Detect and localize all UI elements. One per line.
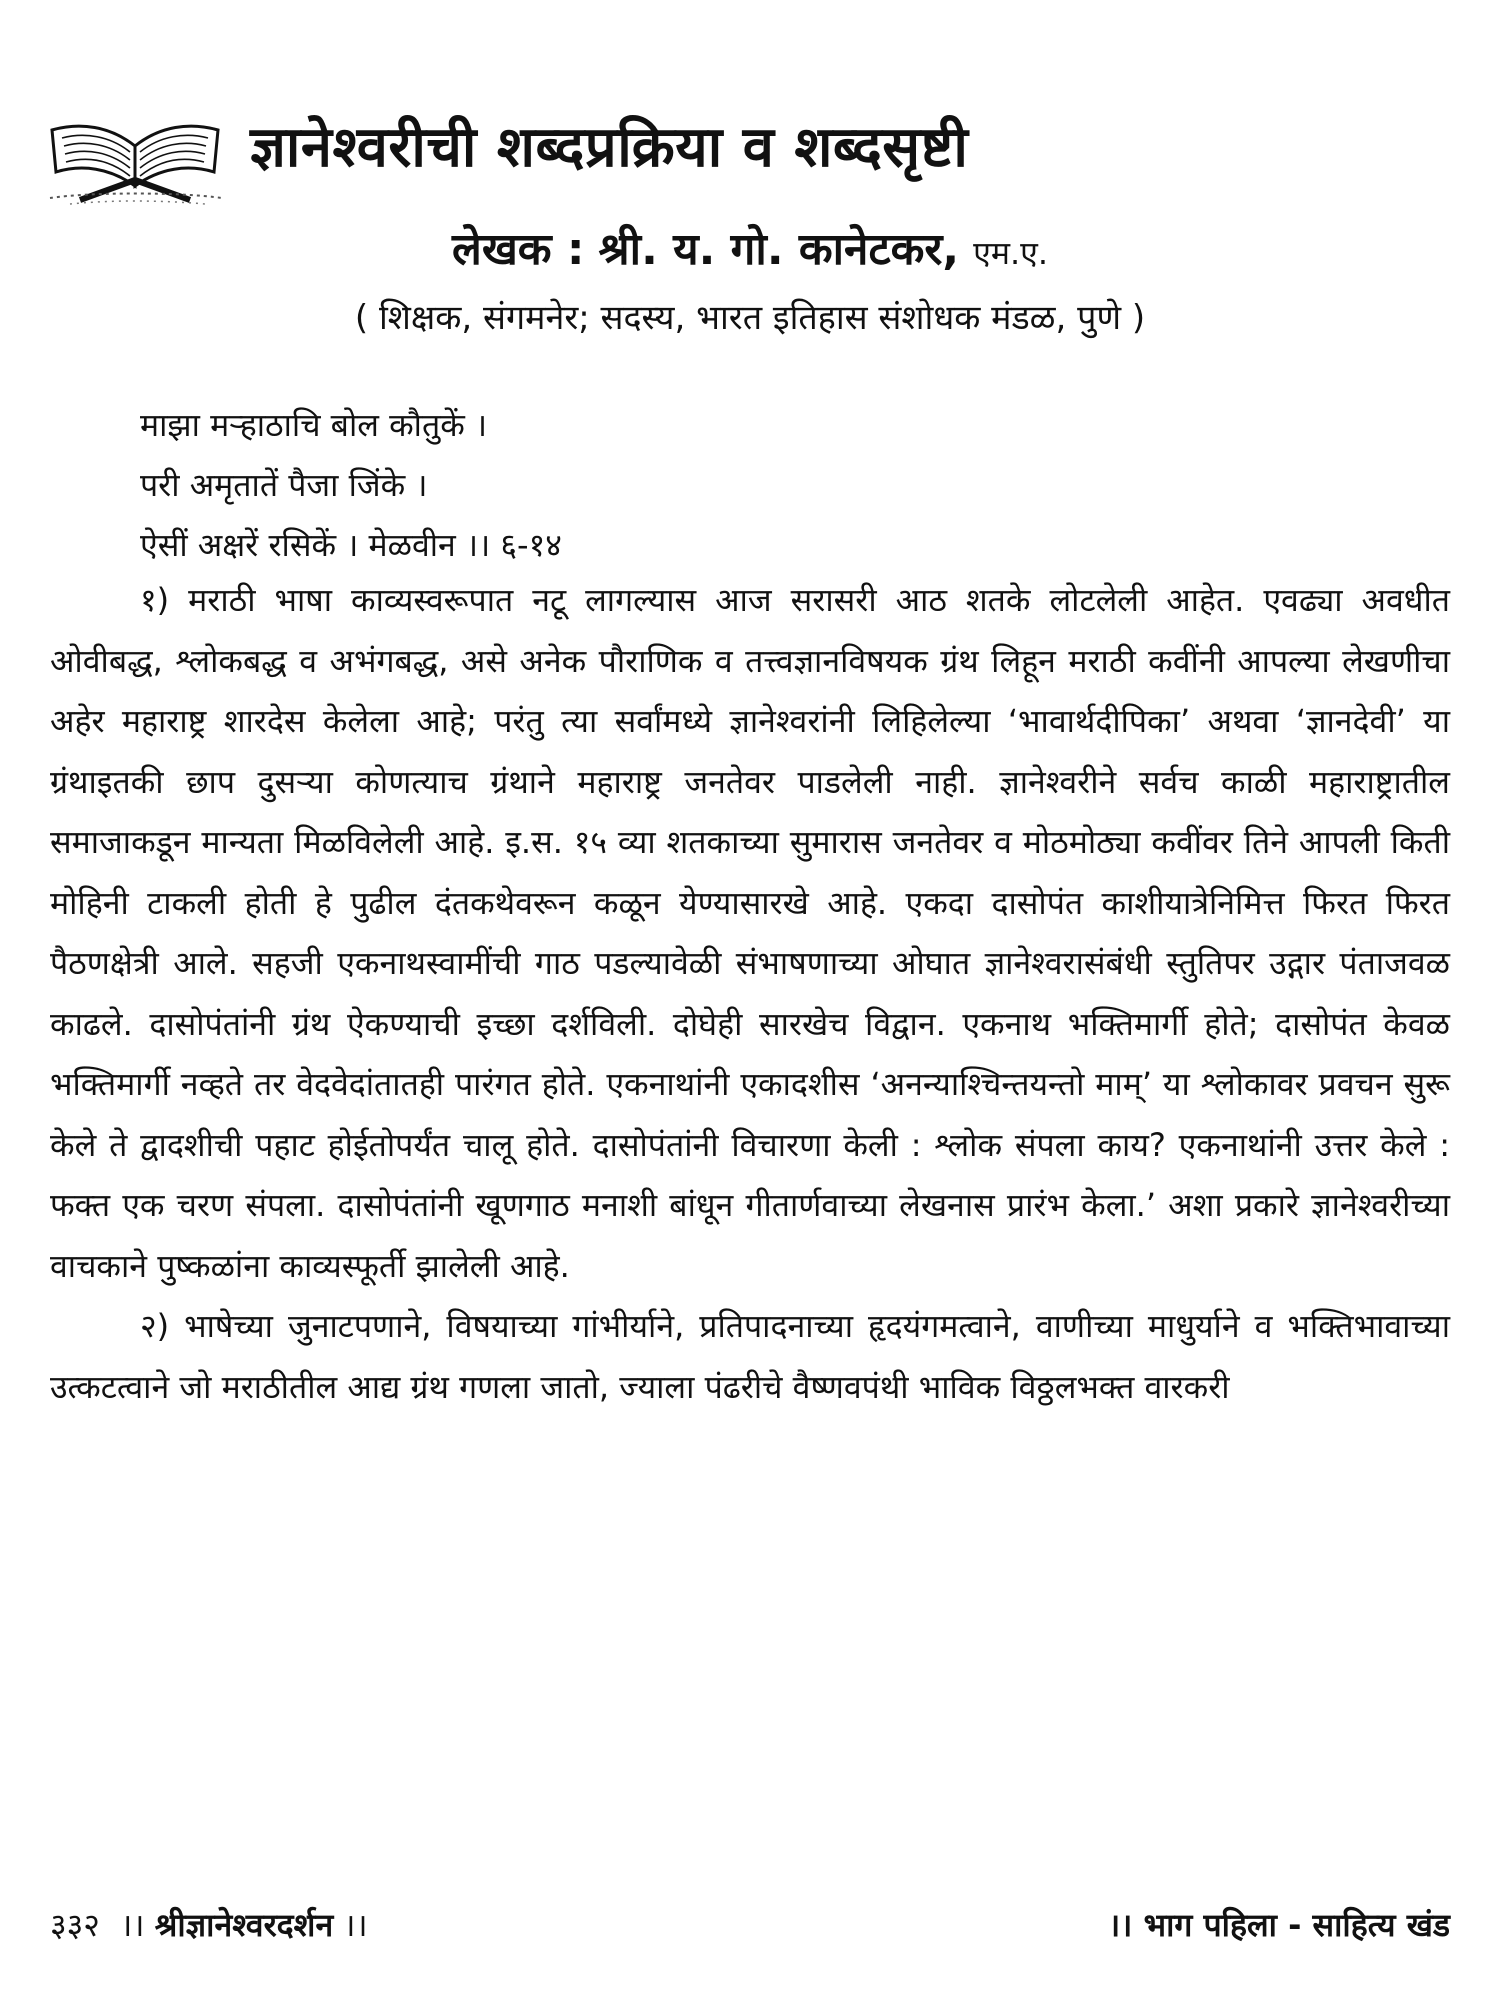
paragraph-2: २) भाषेच्या जुनाटपणाने, विषयाच्या गांभीर्याने, प्रतिपादनाच्या हृदयंगमत्वाने, वाणीच्या माधुर्याने व भक्तिभावाच्या उत्कटत्वाने जो मराठीतील आद्य ग्रंथ गणला जातो, ज्याला पंढरीचे वैष्णवपंथी भाविक विठ्ठलभक्त वारकरी [50,1307,1450,1406]
section-name: ।। भाग पहिला - साहित्य खंड [1108,1906,1450,1944]
page-footer [50,1895,1450,1965]
author-name: श्री. य. गो. कानेटकर, [598,224,960,275]
open-book-icon [40,108,230,208]
verse-line: परी अमृतातें पैजा जिंके । [140,466,428,504]
author-degree: एम.ए. [973,234,1049,272]
epigraph-verse [140,395,562,575]
paragraph-1: १) मराठी भाषा काव्यस्वरूपात नटू लागल्यास आज सरासरी आठ शतके लोटलेली आहेत. एवढ्या अवधीत ओवीबद्ध, श्लोकबद्ध व अभंगबद्ध, असे अनेक पौराणिक व तत्त्वज्ञानविषयक ग्रंथ लिहून मराठी कवींनी आपल्या लेखणीचा अहेर महाराष्ट्र शारदेस केलेला आहे; परंतु त्या सर्वांमध्ये ज्ञानेश्वरांनी लिहिलेल्या ‘भावार्थदीपिका’ अथवा ‘ज्ञानदेवी’ या ग्रंथाइतकी छाप दुसऱ्या कोणत्याच ग्रंथाने महाराष्ट्र जनतेवर पाडलेली नाही. ज्ञानेश्वरीने सर्वच काळी महाराष्ट्रातील समाजाकडून मान्यता मिळविलेली आहे. इ.स. १५ व्या शतकाच्या सुमारास जनतेवर व मोठमोठ्या कवींवर तिने आपली किती मोहिनी टाकली होती हे पुढील दंतकथेवरून कळून येण्यासारखे आहे. एकदा दासोपंत काशीयात्रेनिमित्त फिरत फिरत पैठणक्षेत्री आले. सहजी एकनाथस्वामींची गाठ पडल्यावेळी संभाषणाच्या ओघात ज्ञानेश्वरासंबंधी स्तुतिपर उद्गार पंताजवळ काढले. दासोपंतांनी ग्रंथ ऐकण्याची इच्छा दर्शविली. दोघेही सारखेच विद्वान. एकनाथ भक्तिमार्गी होते; दासोपंत केवळ भक्तिमार्गी नव्हते तर वेदवेदांतातही पारंगत होते. एकनाथांनी एकादशीस ‘अनन्याश्चिन्तयन्तो माम्’ या श्लोकावर प्रवचन सुरू केले ते द्वादशीची पहाट होईतोपर्यंत चालू होते. दासोपंतांनी विचारणा केली : श्लोक संपला काय? एकनाथांनी उत्तर केले : फक्त एक चरण संपला. दासोपंतांनी खूणगाठ मनाशी बांधून गीतार्णवाच्या लेखनास प्रारंभ केला.’ अशा प्रकारे ज्ञानेश्वरीच्या वाचकाने पुष्कळांना काव्यस्फूर्ती झालेली आहे. [50,581,1450,1285]
footer-left [50,1895,368,1955]
book-name: श्रीज्ञानेश्वरदर्शन [154,1906,334,1944]
footer-separator: ।। [120,1906,145,1944]
author-affiliation: ( शिक्षक, संगमनेर; सदस्य, भारत इतिहास संशोधक मंडळ, पुणे ) [354,298,1146,338]
footer-separator: ।। [343,1906,368,1944]
article-title: ज्ञानेश्वरीची शब्दप्रक्रिया व शब्दसृष्टी [250,115,969,180]
author-byline [0,220,1500,283]
verse-line: माझा मऱ्हाठाचि बोल कौतुकें । [140,406,488,444]
page-number: ३३२ [50,1906,100,1944]
verse-line: ऐसीं अक्षरें रसिकें । मेळवीन ।। ६-१४ [140,526,562,564]
author-label: लेखक : [451,224,585,275]
article-body [50,570,1450,1417]
article-header [40,108,1440,218]
